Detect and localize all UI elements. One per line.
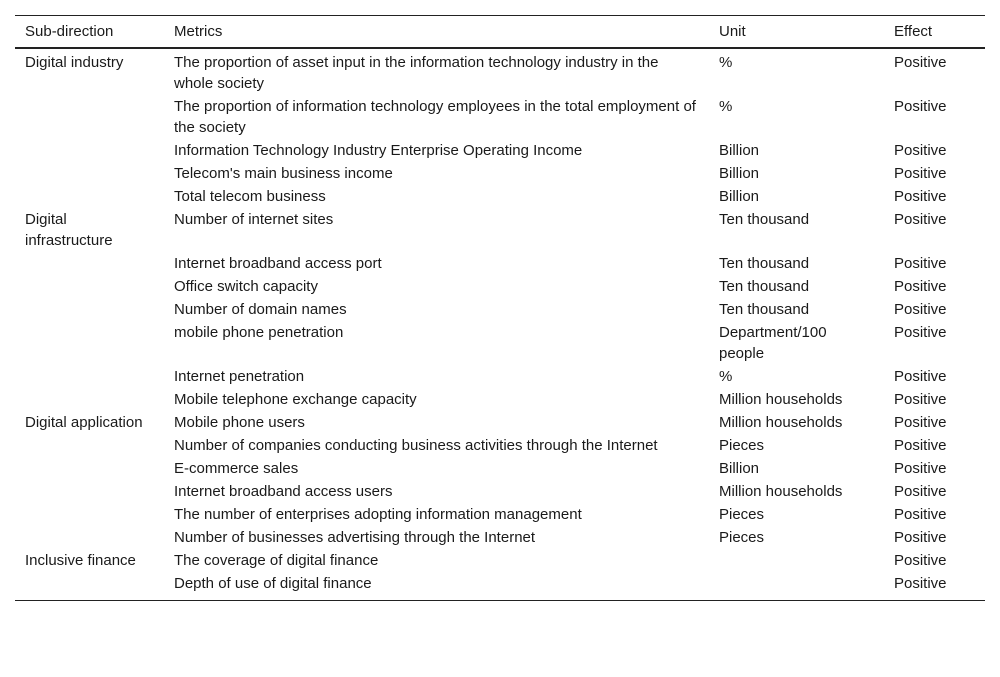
effect-cell: Positive bbox=[894, 255, 947, 272]
unit-cell: Ten thousand bbox=[719, 278, 810, 295]
metric-cell: Mobile phone users bbox=[174, 414, 305, 431]
unit-cell: Ten thousand bbox=[719, 211, 810, 228]
metric-cell: Telecom's main business income bbox=[174, 165, 393, 182]
metric-cell: The coverage of digital finance bbox=[174, 552, 379, 569]
unit-cell: Million households bbox=[719, 414, 843, 431]
table-row bbox=[15, 526, 985, 549]
metric-cell: The number of enterprises adopting information management bbox=[174, 506, 582, 523]
table-row bbox=[15, 388, 985, 411]
table-row bbox=[15, 252, 985, 275]
unit-cell: Pieces bbox=[719, 529, 765, 546]
effect-cell: Positive bbox=[894, 575, 947, 592]
metric-cell: E-commerce sales bbox=[174, 460, 299, 477]
sub-direction-cell bbox=[15, 321, 164, 365]
sub-direction-cell bbox=[15, 95, 164, 139]
effect-cell: Positive bbox=[894, 368, 947, 385]
sub-direction-cell bbox=[15, 185, 164, 208]
unit-cell: Ten thousand bbox=[719, 255, 810, 272]
header-metrics: Metrics bbox=[174, 23, 223, 40]
unit-cell: % bbox=[719, 54, 733, 71]
table-row bbox=[15, 572, 985, 601]
metrics-table bbox=[15, 15, 985, 601]
sub-direction-cell bbox=[15, 480, 164, 503]
header-sub-direction: Sub-direction bbox=[25, 23, 114, 40]
effect-cell: Positive bbox=[894, 278, 947, 295]
effect-cell: Positive bbox=[894, 165, 947, 182]
effect-cell: Positive bbox=[894, 211, 947, 228]
metric-cell: Number of businesses advertising through the Internet bbox=[174, 529, 536, 546]
metric-cell: Total telecom business bbox=[174, 188, 326, 205]
table-row bbox=[15, 208, 985, 252]
metric-cell: Internet broadband access users bbox=[174, 483, 393, 500]
header-row bbox=[15, 16, 985, 49]
table-row bbox=[15, 139, 985, 162]
sub-direction-cell: Digital infrastructure bbox=[25, 211, 113, 249]
unit-cell: Million households bbox=[719, 483, 843, 500]
sub-direction-cell bbox=[15, 434, 164, 457]
table-header bbox=[15, 16, 985, 49]
sub-direction-cell bbox=[15, 503, 164, 526]
effect-cell: Positive bbox=[894, 483, 947, 500]
unit-cell bbox=[709, 549, 884, 572]
sub-direction-cell: Digital application bbox=[25, 414, 143, 431]
sub-direction-cell bbox=[15, 298, 164, 321]
effect-cell: Positive bbox=[894, 529, 947, 546]
metric-cell: Office switch capacity bbox=[174, 278, 318, 295]
unit-cell: Pieces bbox=[719, 437, 765, 454]
table-row bbox=[15, 95, 985, 139]
sub-direction-cell bbox=[15, 388, 164, 411]
table-row bbox=[15, 365, 985, 388]
unit-cell: Ten thousand bbox=[719, 301, 810, 318]
metric-cell: Depth of use of digital finance bbox=[174, 575, 372, 592]
table-row bbox=[15, 457, 985, 480]
metric-cell: Number of companies conducting business activities through the Internet bbox=[174, 437, 658, 454]
effect-cell: Positive bbox=[894, 506, 947, 523]
table-row bbox=[15, 480, 985, 503]
unit-cell: Department/100 people bbox=[719, 324, 827, 362]
effect-cell: Positive bbox=[894, 552, 947, 569]
metric-cell: Number of internet sites bbox=[174, 211, 334, 228]
metric-cell: The proportion of asset input in the information technology industry in the whole society bbox=[174, 54, 659, 92]
unit-cell bbox=[709, 572, 884, 601]
sub-direction-cell: Digital industry bbox=[25, 54, 124, 71]
metric-cell: Mobile telephone exchange capacity bbox=[174, 391, 417, 408]
effect-cell: Positive bbox=[894, 142, 947, 159]
table-row bbox=[15, 48, 985, 95]
effect-cell: Positive bbox=[894, 437, 947, 454]
table-row bbox=[15, 503, 985, 526]
effect-cell: Positive bbox=[894, 188, 947, 205]
sub-direction-cell bbox=[15, 162, 164, 185]
unit-cell: % bbox=[719, 368, 733, 385]
header-unit: Unit bbox=[719, 23, 746, 40]
sub-direction-cell bbox=[15, 252, 164, 275]
table-row bbox=[15, 162, 985, 185]
unit-cell: Billion bbox=[719, 460, 760, 477]
unit-cell: Pieces bbox=[719, 506, 765, 523]
sub-direction-cell bbox=[15, 526, 164, 549]
table-row bbox=[15, 434, 985, 457]
table-body bbox=[15, 48, 985, 601]
unit-cell: Billion bbox=[719, 165, 760, 182]
effect-cell: Positive bbox=[894, 414, 947, 431]
effect-cell: Positive bbox=[894, 391, 947, 408]
unit-cell: % bbox=[719, 98, 733, 115]
metric-cell: Information Technology Industry Enterprise Operating Income bbox=[174, 142, 583, 159]
table-row bbox=[15, 185, 985, 208]
table-row bbox=[15, 411, 985, 434]
metrics-table-container bbox=[15, 15, 985, 601]
effect-cell: Positive bbox=[894, 54, 947, 71]
unit-cell: Billion bbox=[719, 188, 760, 205]
effect-cell: Positive bbox=[894, 460, 947, 477]
table-row bbox=[15, 275, 985, 298]
metric-cell: mobile phone penetration bbox=[174, 324, 344, 341]
sub-direction-cell bbox=[15, 572, 164, 601]
metric-cell: Internet penetration bbox=[174, 368, 305, 385]
sub-direction-cell bbox=[15, 365, 164, 388]
effect-cell: Positive bbox=[894, 98, 947, 115]
sub-direction-cell: Inclusive finance bbox=[25, 552, 136, 569]
unit-cell: Million households bbox=[719, 391, 843, 408]
metric-cell: The proportion of information technology employees in the total employment of the society bbox=[174, 98, 696, 136]
table-row bbox=[15, 321, 985, 365]
effect-cell: Positive bbox=[894, 301, 947, 318]
metric-cell: Internet broadband access port bbox=[174, 255, 382, 272]
sub-direction-cell bbox=[15, 275, 164, 298]
effect-cell: Positive bbox=[894, 324, 947, 341]
table-row bbox=[15, 549, 985, 572]
sub-direction-cell bbox=[15, 139, 164, 162]
header-effect: Effect bbox=[894, 23, 933, 40]
sub-direction-cell bbox=[15, 457, 164, 480]
unit-cell: Billion bbox=[719, 142, 760, 159]
metric-cell: Number of domain names bbox=[174, 301, 347, 318]
table-row bbox=[15, 298, 985, 321]
